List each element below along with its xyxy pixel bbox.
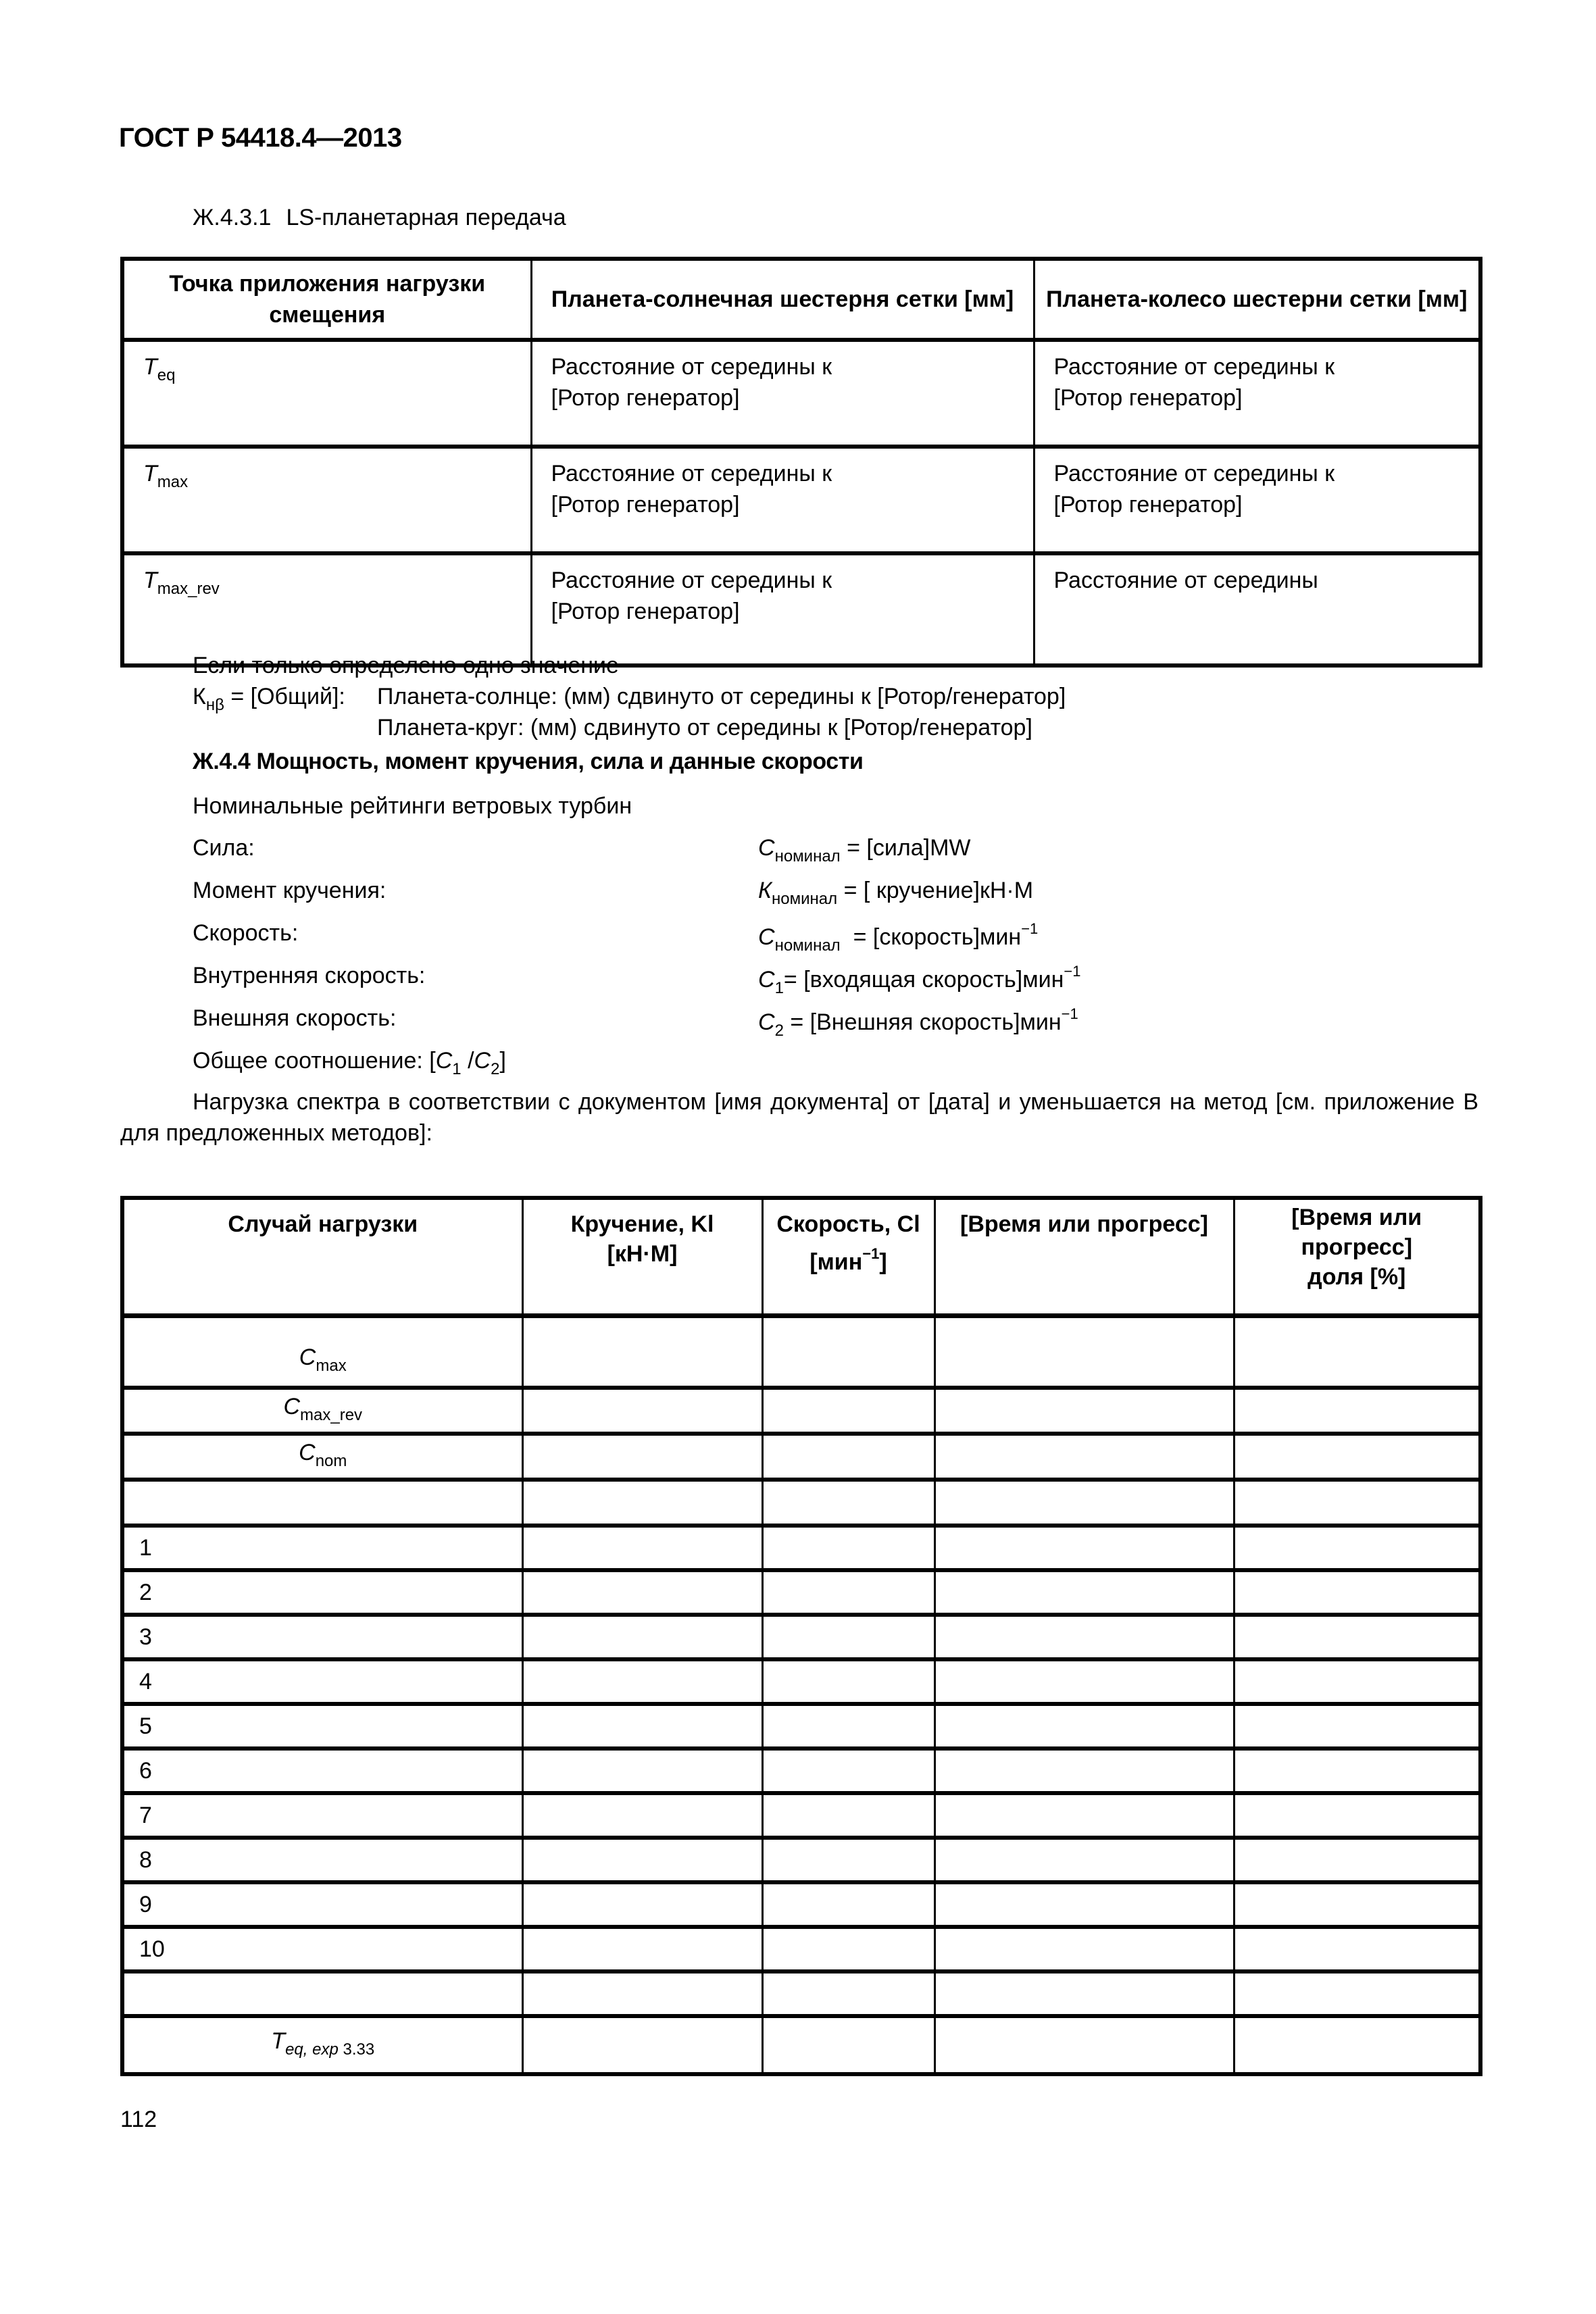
- rating-value: $С_{номинал}$ = [сила]MW: [758, 835, 971, 865]
- planet-ring-cell: Расстояние от середины к [Ротор генератор]: [1034, 447, 1480, 553]
- planet-ring-cell: Расстояние от середины: [1034, 553, 1480, 665]
- section-heading-44: Ж.4.4 Мощность, момент кручения, сила и данные скорости: [193, 749, 864, 774]
- time-cell: [934, 1388, 1234, 1434]
- header-time-share: [Время или прогресс] доля [%]: [1234, 1198, 1480, 1316]
- load-case-cell: $С_{max\_rev}$: [122, 1388, 522, 1434]
- table-row: 7: [122, 1793, 1480, 1838]
- header-speed: Скорость, Cl [мин$^{-1}$]: [762, 1198, 934, 1316]
- note-line-3: Планета-круг: (мм) сдвинуто от середины к [Ротор/генератор]: [377, 715, 1032, 740]
- rating-label: Сила:: [193, 835, 255, 861]
- rating-value: $К_{номинал}$ = [ кручение]кН·М: [758, 878, 1034, 908]
- table-row: 5: [122, 1704, 1480, 1749]
- rating-value: $С_{номинал}$ = [скорость]мин$^{-1}$: [758, 920, 1039, 955]
- table-row: 3: [122, 1615, 1480, 1659]
- table-row: [122, 1316, 1480, 1388]
- rating-label: Скорость:: [193, 920, 299, 946]
- table-row: 1: [122, 1526, 1480, 1570]
- share-cell: [1234, 1388, 1480, 1434]
- note-line-1: Если только определено одно значение: [193, 653, 619, 678]
- speed-cell: [762, 1388, 934, 1434]
- table-row: 9: [122, 1882, 1480, 1927]
- header-load-case: Случай нагрузки: [122, 1198, 522, 1316]
- planet-sun-cell: Расстояние от середины к [Ротор генератор]: [531, 340, 1034, 447]
- share-cell: [1234, 1434, 1480, 1480]
- section-heading-431: [193, 205, 566, 231]
- table-row: [122, 553, 1480, 665]
- share-cell: [1234, 1316, 1480, 1388]
- section-title: LS-планетарная передача: [286, 205, 566, 230]
- table-row: 4: [122, 1659, 1480, 1704]
- torque-cell: [522, 1434, 762, 1480]
- table-row: 8: [122, 1838, 1480, 1882]
- note-k-label: $К_{н\beta}$ = [Общий]:: [193, 684, 345, 714]
- rating-value: $С_2$ = [Внешняя скорость]мин$^{-1}$: [758, 1005, 1078, 1040]
- table-row: [122, 2016, 1480, 2074]
- load-case-cell: $С_{nom}$: [122, 1434, 522, 1480]
- table-row: [122, 447, 1480, 553]
- load-point-cell: $T_{max}$: [122, 447, 531, 553]
- torque-cell: [522, 1388, 762, 1434]
- header-planet-ring: Планета-колесо шестерни сетки [мм]: [1034, 259, 1480, 340]
- header-planet-sun: Планета-солнечная шестерня сетки [мм]: [531, 259, 1034, 340]
- load-point-cell: $T_{eq}$: [122, 340, 531, 447]
- rating-label: Внутренняя скорость:: [193, 963, 426, 988]
- header-time-or-progress: [Время или прогресс]: [934, 1198, 1234, 1316]
- planet-sun-cell: Расстояние от середины к [Ротор генератор]: [531, 553, 1034, 665]
- planet-sun-cell: Расстояние от середины к [Ротор генератор]: [531, 447, 1034, 553]
- load-case-cell: $С_{max}$: [122, 1316, 522, 1388]
- table-row: 6: [122, 1749, 1480, 1793]
- page-number: 112: [120, 2107, 157, 2132]
- speed-cell: [762, 1316, 934, 1388]
- table-row: [122, 1434, 1480, 1480]
- table-row-blank: [122, 1971, 1480, 2016]
- table-row-blank: [122, 1480, 1480, 1526]
- table-row: 2: [122, 1570, 1480, 1615]
- table-row: 10: [122, 1927, 1480, 1971]
- load-point-cell: $T_{max\_rev}$: [122, 553, 531, 665]
- time-cell: [934, 1434, 1234, 1480]
- rating-label: Внешняя скорость:: [193, 1005, 397, 1031]
- speed-cell: [762, 1434, 934, 1480]
- table-row: [122, 340, 1480, 447]
- rating-label: Момент кручения:: [193, 878, 386, 903]
- torque-cell: [522, 1316, 762, 1388]
- load-spectrum-table: [120, 1196, 1482, 2076]
- table-row: [122, 1388, 1480, 1434]
- ratings-intro: Номинальные рейтинги ветровых турбин: [193, 793, 632, 819]
- note-line-2: Планета-солнце: (мм) сдвинуто от середины к [Ротор/генератор]: [377, 684, 1066, 709]
- header-load-point: Точка приложения нагрузки смещения: [122, 259, 531, 340]
- overall-ratio: Общее соотношение: [$С_1$ $/С_2$]: [193, 1048, 506, 1078]
- header-torque: Кручение, Kl [кН·М]: [522, 1198, 762, 1316]
- rating-value: $С_1=$ [входящая скорость]мин$^{-1}$: [758, 963, 1081, 997]
- section-number: Ж.4.3.1: [193, 205, 272, 230]
- time-cell: [934, 1316, 1234, 1388]
- load-spectrum-paragraph: Нагрузка спектра в соответствии с документом [имя документа] от [дата] и уменьшается на метод [см. приложение В для предложенных методов]:: [120, 1089, 1478, 1146]
- offset-load-table: [120, 257, 1482, 668]
- planet-ring-cell: Расстояние от середины к [Ротор генератор]: [1034, 340, 1480, 447]
- load-case-cell: $T_{eq, exp 3.33}$: [122, 2016, 522, 2074]
- document-code-header: ГОСТ Р 54418.4—2013: [119, 123, 402, 153]
